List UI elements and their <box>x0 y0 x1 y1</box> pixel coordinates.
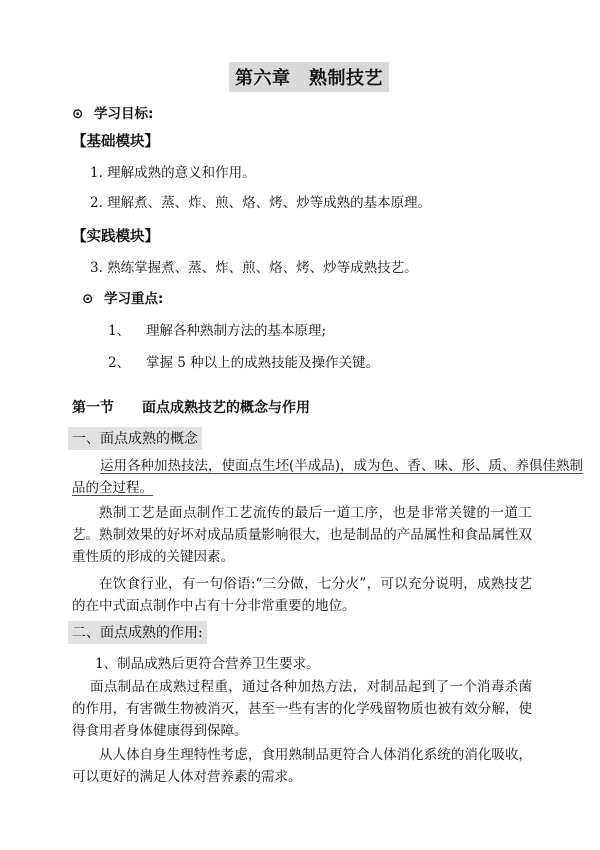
section-number: 第一节 <box>72 400 114 416</box>
keypoints-heading: 学习重点: <box>104 291 164 307</box>
keypoint-num: 1、 <box>108 323 131 339</box>
keypoint-num: 2、 <box>108 355 131 371</box>
keypoint-text: 理解各种熟制方法的基本原理; <box>146 323 327 339</box>
practice-module-heading: 【实践模块】 <box>72 229 159 245</box>
section-title: 面点成熟技艺的概念与作用 <box>142 400 310 416</box>
target-bullet-icon: ⊙ <box>72 106 84 122</box>
definition-paragraph <box>72 455 584 499</box>
function-point-1: 1、制品成熟后更符合营养卫生要求。 <box>95 656 320 672</box>
keypoint-text: 掌握 5 种以上的成熟技能及操作关键。 <box>146 355 380 371</box>
paragraph-craft-importance: 熟制工艺是面点制作工艺流传的最后一道工序，也是非常关键的一道工艺。熟制效果的好坏对成品质量影响很大，也是制品的产品属性和食品属性双重性质的形成的关键因素。 <box>72 505 532 565</box>
subsection-heading-1: 一、面点成熟的概念 <box>68 427 202 450</box>
definition-line-2: 品的全过程。 <box>72 480 153 496</box>
section-heading <box>72 397 310 417</box>
paragraph-proverb: 在饮食行业，有一句俗语:“三分做，七分火”，可以充分说明，成熟技艺的在中式面点制作中占有十分非常重要的地位。 <box>72 576 532 614</box>
paragraph-digestion: 从人体自身生理特性考虑，食用熟制品更符合人体消化系统的消化吸收，可以更好的满足人体对营养素的需求。 <box>72 747 532 785</box>
objectives-heading: 学习目标: <box>94 106 154 122</box>
keypoints-heading-row <box>82 287 163 307</box>
chapter-title: 第六章 熟制技艺 <box>229 62 389 92</box>
basic-item-1: 1. 理解成熟的意义和作用。 <box>90 165 256 181</box>
keypoint-item-2 <box>108 351 379 371</box>
objectives-heading-row <box>72 102 153 122</box>
basic-item-2: 2. 理解煮、蒸、炸、煎、烙、烤、炒等成熟的基本原理。 <box>90 195 432 211</box>
basic-module-heading: 【基础模块】 <box>72 134 159 150</box>
target-bullet-icon: ⊙ <box>82 291 94 307</box>
keypoint-item-1 <box>108 319 326 339</box>
subsection-heading-2: 二、面点成熟的作用: <box>68 621 207 644</box>
definition-line-1: 运用各种加热技法，使面点生坯(半成品)，成为色、香、味、形、质、养俱佳熟制 <box>100 458 584 474</box>
practice-item-3: 3. 熟练掌握煮、蒸、炸、煎、烙、烤、炒等成熟技艺。 <box>90 260 418 276</box>
paragraph-sterilization: 面点制品在成熟过程重，通过各种加热方法，对制品起到了一个消毒杀菌的作用，有害微生物被消灭，甚至一些有害的化学残留物质也被有效分解，使得食用者身体健康得到保障。 <box>72 679 532 739</box>
